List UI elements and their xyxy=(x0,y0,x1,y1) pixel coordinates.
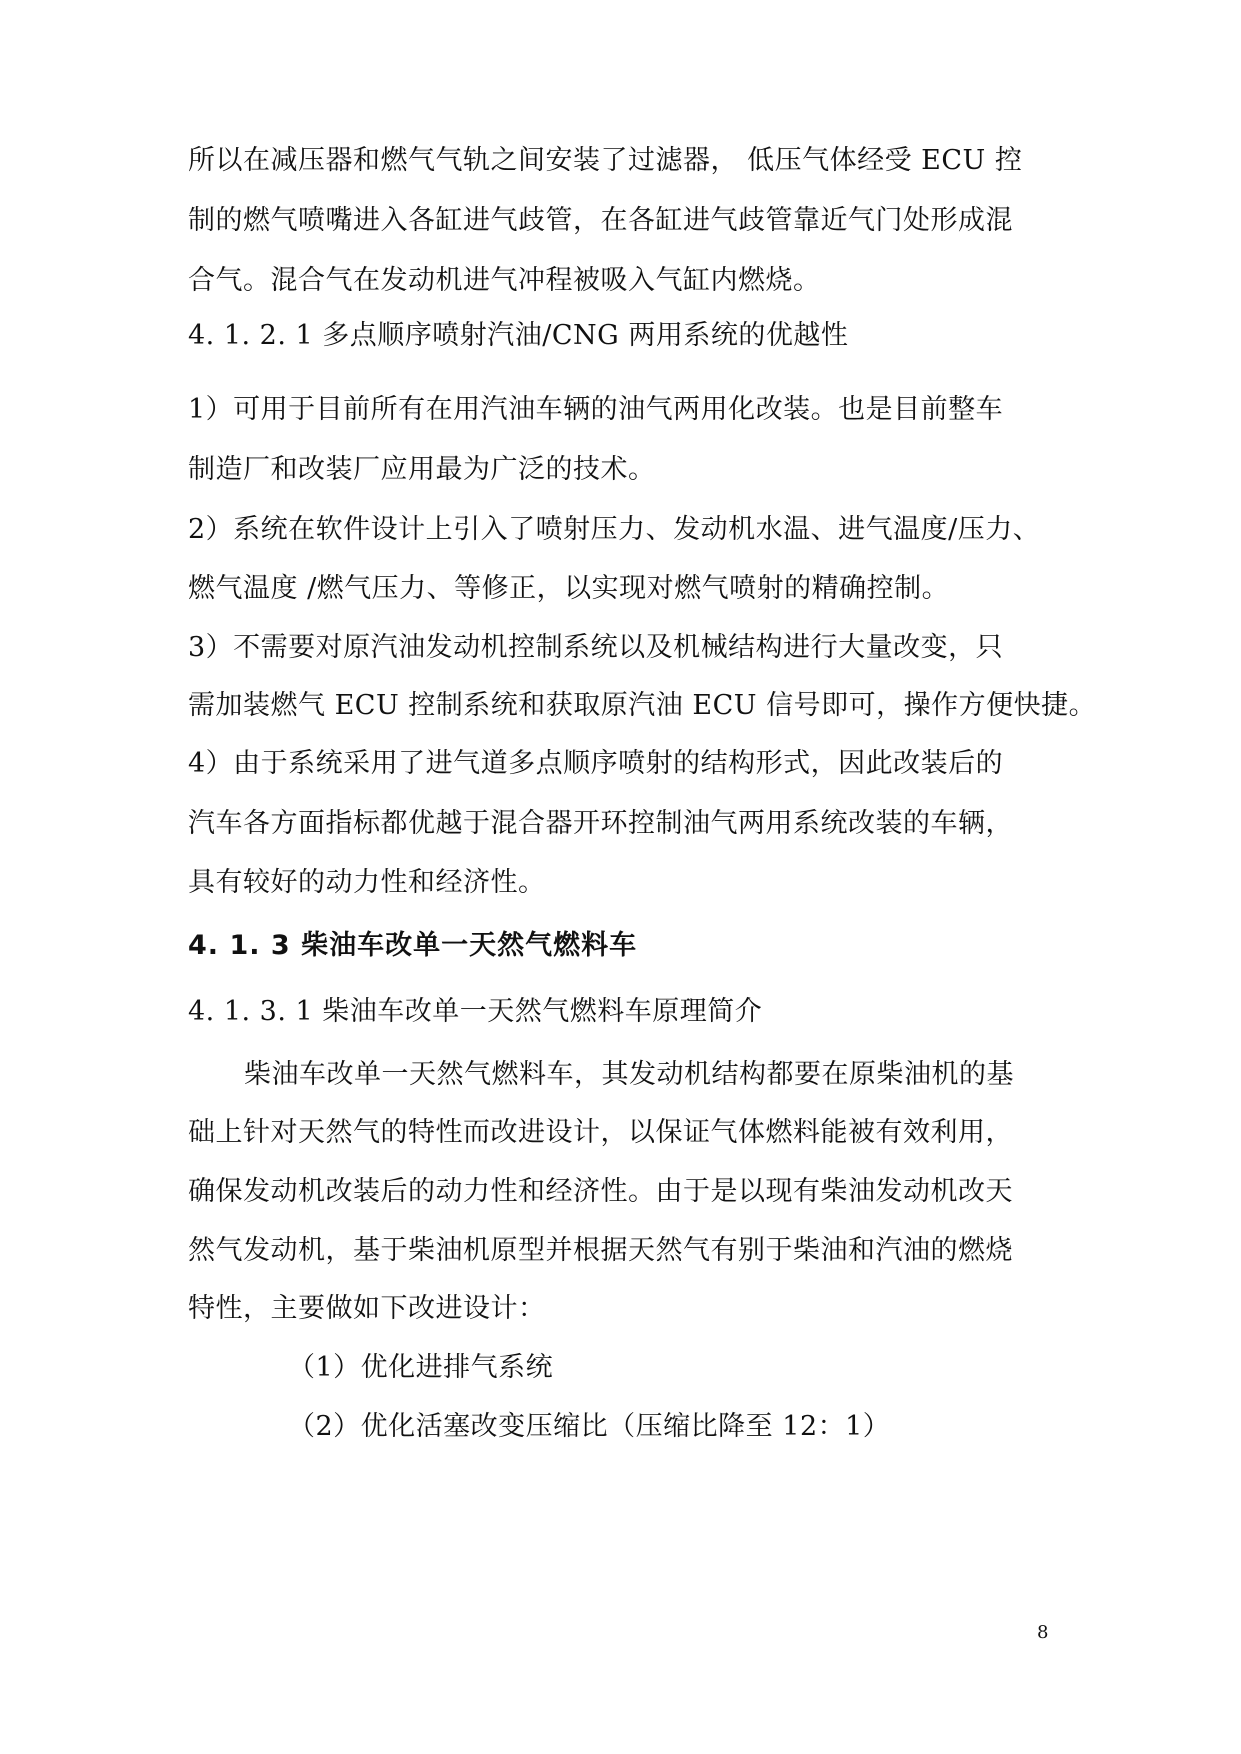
body-text-line: 础上针对天然气的特性而改进设计，以保证气体燃料能被有效利用， xyxy=(188,1117,1013,1148)
list-item-2: 2）系统在软件设计上引入了喷射压力、发动机水温、进气温度/压力、 xyxy=(188,514,1041,545)
list-item-4: 4）由于系统采用了进气道多点顺序喷射的结构形式，因此改装后的 xyxy=(188,748,1004,779)
body-text-line: 然气发动机，基于柴油机原型并根据天然气有别于柴油和汽油的燃烧 xyxy=(188,1235,1013,1266)
section-heading: 4. 1. 3 柴油车改单一天然气燃料车 xyxy=(188,930,638,961)
subsection-heading: 4. 1. 2. 1 多点顺序喷射汽油/CNG 两用系统的优越性 xyxy=(188,320,849,351)
body-text-line: 燃气温度 /燃气压力、等修正，以实现对燃气喷射的精确控制。 xyxy=(188,573,950,604)
body-text-line: 需加装燃气 ECU 控制系统和获取原汽油 ECU 信号即可，操作方便快捷。 xyxy=(188,690,1097,721)
body-text-line: 具有较好的动力性和经济性。 xyxy=(188,867,546,898)
body-text-line: 确保发动机改装后的动力性和经济性。由于是以现有柴油发动机改天 xyxy=(188,1176,1013,1207)
list-item-3: 3）不需要对原汽油发动机控制系统以及机械结构进行大量改变，只 xyxy=(188,632,1004,663)
numbered-item-2: （2）优化活塞改变压缩比（压缩比降至 12：1） xyxy=(288,1411,891,1442)
body-text-line: 制造厂和改装厂应用最为广泛的技术。 xyxy=(188,454,656,485)
body-text-line: 制的燃气喷嘴进入各缸进气歧管，在各缸进气歧管靠近气门处形成混 xyxy=(188,205,1013,236)
subsection-heading: 4. 1. 3. 1 柴油车改单一天然气燃料车原理简介 xyxy=(188,996,763,1027)
paragraph-first-line: 柴油车改单一天然气燃料车，其发动机结构都要在原柴油机的基 xyxy=(244,1059,1014,1090)
body-text-line: 汽车各方面指标都优越于混合器开环控制油气两用系统改装的车辆， xyxy=(188,808,1013,839)
body-text-line: 合气。混合气在发动机进气冲程被吸入气缸内燃烧。 xyxy=(188,265,821,296)
page-number: 8 xyxy=(1037,1622,1049,1643)
body-text-line: 所以在减压器和燃气气轨之间安装了过滤器， 低压气体经受 ECU 控 xyxy=(188,145,1023,176)
body-text-line: 特性，主要做如下改进设计： xyxy=(188,1293,546,1324)
numbered-item-1: （1）优化进排气系统 xyxy=(288,1352,554,1383)
list-item-1: 1）可用于目前所有在用汽油车辆的油气两用化改装。也是目前整车 xyxy=(188,394,1004,425)
